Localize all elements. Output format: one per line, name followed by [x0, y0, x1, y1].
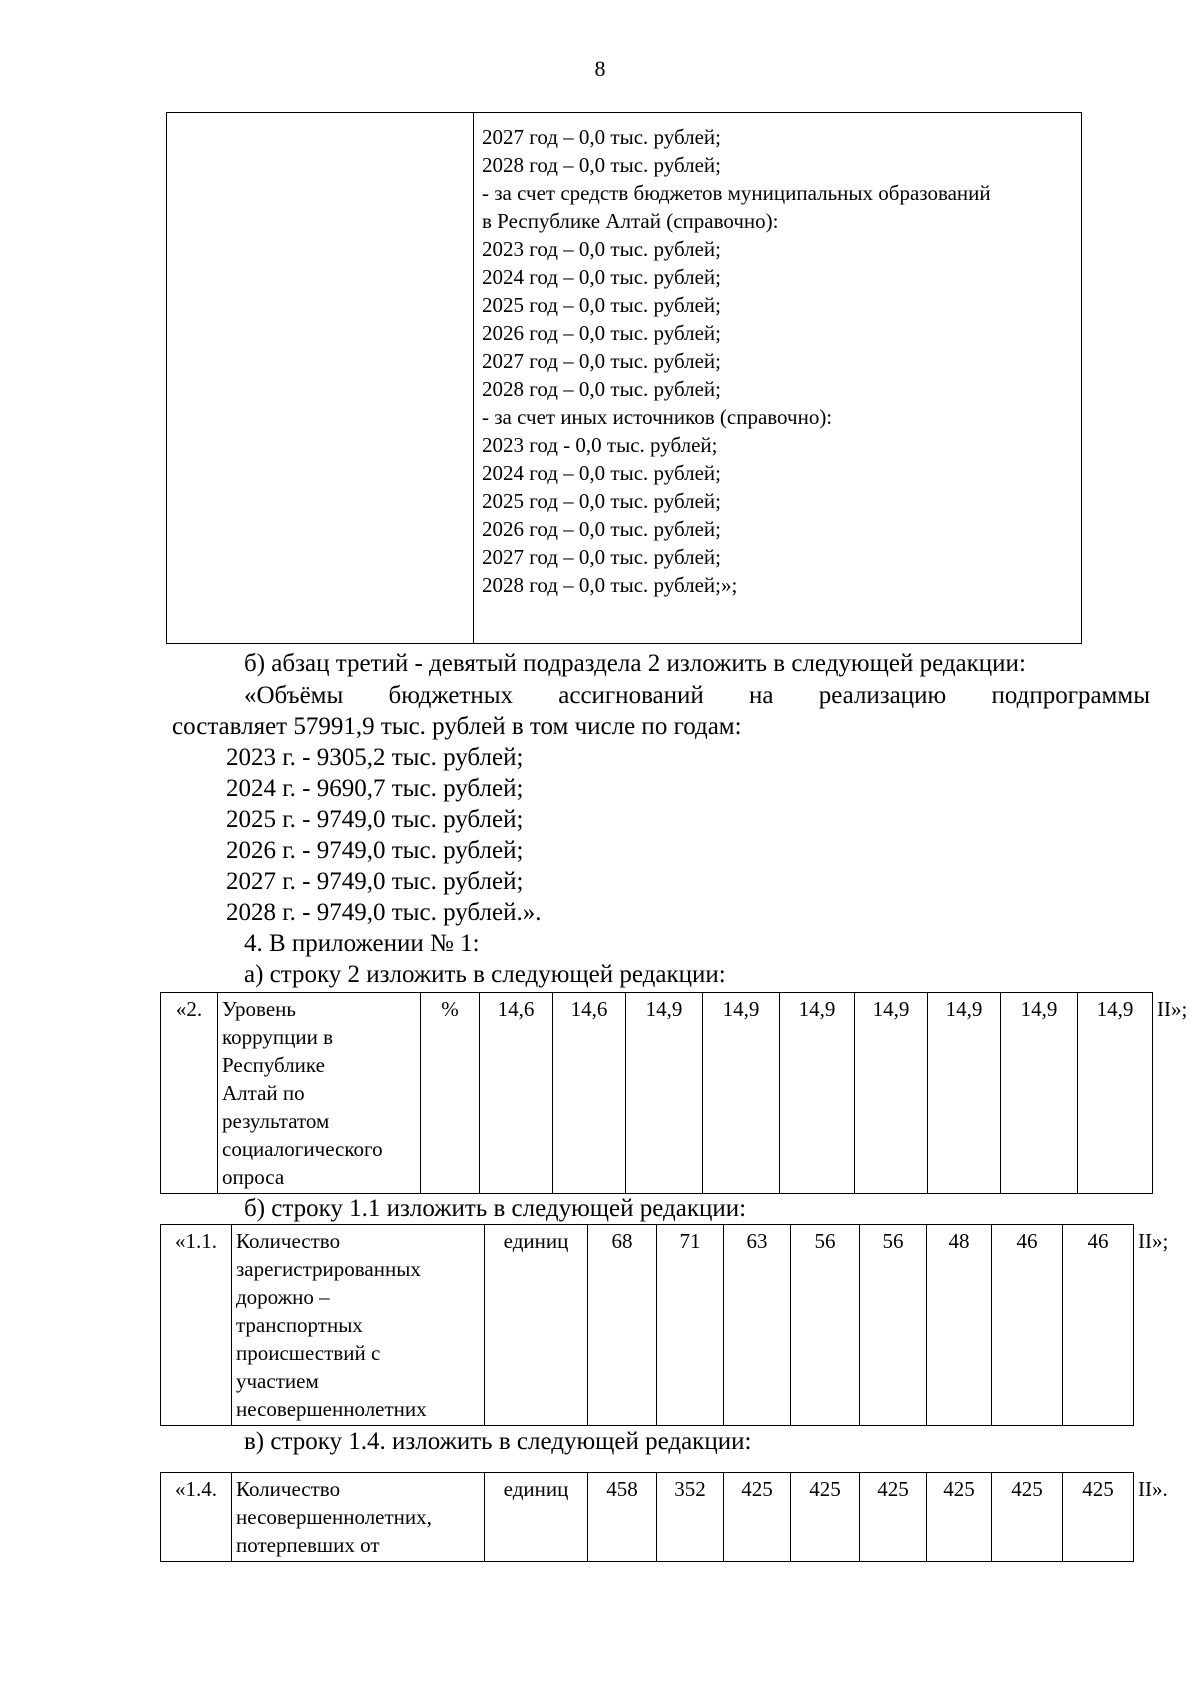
- row11-heading: б) строку 1.1 изложить в следующей редакции:: [244, 1195, 747, 1222]
- funding-line: 2024 год – 0,0 тыс. рублей;: [482, 265, 722, 289]
- para-b-quote-cont: составляет 57991,9 тыс. рублей в том числе по годам:: [172, 713, 742, 740]
- name-line: дорожно –: [236, 1285, 330, 1309]
- name-line: участием: [236, 1369, 319, 1393]
- yearly-line: 2028 г. - 9749,0 тыс. рублей.».: [226, 899, 542, 926]
- row2-heading: а) строку 2 изложить в следующей редакции:: [244, 961, 726, 988]
- name-line: происшествий с: [236, 1341, 381, 1365]
- value-cell: 56: [791, 1225, 860, 1426]
- quote-word: ассигнований: [558, 682, 704, 709]
- unit-cell: единиц: [485, 1225, 588, 1426]
- funding-line: 2027 год – 0,0 тыс. рублей;: [482, 545, 722, 569]
- funding-continuation-table: [166, 112, 1082, 644]
- row-number: «2.: [161, 993, 218, 1194]
- name-line: Республике: [222, 1053, 325, 1077]
- yearly-line: 2027 г. - 9749,0 тыс. рублей;: [226, 868, 524, 895]
- unit-cell: единиц: [485, 1473, 588, 1562]
- name-line: несовершеннолетних,: [236, 1505, 432, 1529]
- unit-cell: %: [421, 993, 480, 1194]
- funding-line: - за счет средств бюджетов муниципальных образований: [482, 181, 991, 205]
- name-line: коррупции в: [222, 1025, 333, 1049]
- section-4-heading: 4. В приложении № 1:: [244, 930, 480, 957]
- page-number: 8: [594, 56, 606, 81]
- table-row: «1.1. Количество зарегистрированных дорожно – транспортных происшествий с участием несовершеннолетних единиц 68 71 63 56 56 48 46 46 II»;: [161, 1225, 1134, 1426]
- value-cell: 14,9: [1001, 993, 1078, 1194]
- value-cell: 458: [588, 1473, 657, 1562]
- funding-line: - за счет иных источников (справочно):: [482, 405, 833, 429]
- indicator-name: [232, 1225, 485, 1426]
- yearly-line: 2025 г. - 9749,0 тыс. рублей;: [226, 806, 524, 833]
- name-line: зарегистрированных: [236, 1257, 421, 1281]
- funding-line: 2026 год – 0,0 тыс. рублей;: [482, 321, 722, 345]
- yearly-line: 2024 г. - 9690,7 тыс. рублей;: [226, 775, 524, 802]
- funding-line: 2027 год – 0,0 тыс. рублей;: [482, 125, 722, 149]
- row14-table: [160, 1472, 1168, 1562]
- value-cell: 48: [927, 1225, 992, 1426]
- value-cell: 68: [588, 1225, 657, 1426]
- funding-line: 2024 год – 0,0 тыс. рублей;: [482, 461, 722, 485]
- funding-line: 2023 год – 0,0 тыс. рублей;: [482, 237, 722, 261]
- name-line: транспортных: [236, 1313, 363, 1337]
- quote-word: на: [749, 682, 774, 709]
- value-cell: 425: [724, 1473, 791, 1562]
- table-row: «2. Уровень коррупции в Республике Алтай по результатом социалогического опроса % 14,6 14,6 14,9 14,9 14,9 14,9 14,9 14,9 14,9 II»;: [161, 993, 1153, 1194]
- table-row: «1.4. Количество несовершеннолетних, потерпевших от единиц 458 352 425 425 425 425 425 425 II».: [161, 1473, 1134, 1562]
- name-line: социалогического: [222, 1137, 383, 1161]
- row11-table: [160, 1224, 1169, 1426]
- name-line: потерпевших от: [236, 1533, 380, 1557]
- para-b-quote-line: [244, 680, 1150, 711]
- funding-label-cell: [167, 113, 474, 644]
- funding-line: в Республике Алтай (справочно):: [482, 209, 779, 233]
- funding-line: 2025 год – 0,0 тыс. рублей;: [482, 489, 722, 513]
- value-cell: 14,6: [553, 993, 626, 1194]
- value-cell: 14,6: [480, 993, 553, 1194]
- value-cell: 14,9: [780, 993, 855, 1194]
- value-cell: 56: [860, 1225, 927, 1426]
- indicator-name: [232, 1473, 485, 1562]
- row-number: «1.1.: [161, 1225, 232, 1426]
- funding-line: 2028 год – 0,0 тыс. рублей;»;: [482, 573, 738, 597]
- value-cell: 14,9: [626, 993, 703, 1194]
- name-line: Алтай по: [222, 1081, 305, 1105]
- name-line: Уровень: [222, 997, 296, 1021]
- name-line: опроса: [222, 1165, 285, 1189]
- yearly-line: 2026 г. - 9749,0 тыс. рублей;: [226, 837, 524, 864]
- quote-word: реализацию: [818, 682, 947, 709]
- name-line: несовершеннолетних: [236, 1397, 427, 1421]
- value-cell: 71: [657, 1225, 724, 1426]
- yearly-line: 2023 г. - 9305,2 тыс. рублей;: [226, 744, 524, 771]
- value-cell: 46: [992, 1225, 1063, 1426]
- funding-line: 2028 год – 0,0 тыс. рублей;: [482, 153, 722, 177]
- value-cell: 14,9: [928, 993, 1001, 1194]
- quote-word: бюджетных: [388, 682, 514, 709]
- value-cell: 425: [927, 1473, 992, 1562]
- funding-line: 2023 год - 0,0 тыс. рублей;: [482, 433, 718, 457]
- name-line: Количество: [236, 1229, 341, 1253]
- funding-line: 2028 год – 0,0 тыс. рублей;: [482, 377, 722, 401]
- value-cell: 352: [657, 1473, 724, 1562]
- value-cell: 14,9: [703, 993, 780, 1194]
- value-cell: 14,9: [855, 993, 928, 1194]
- value-cell: 63: [724, 1225, 791, 1426]
- value-cell: 14,9: [1078, 993, 1153, 1194]
- row-number: «1.4.: [161, 1473, 232, 1562]
- value-cell: 425: [992, 1473, 1063, 1562]
- funding-line: 2026 год – 0,0 тыс. рублей;: [482, 517, 722, 541]
- name-line: Количество: [236, 1477, 341, 1501]
- name-line: результатом: [222, 1109, 330, 1133]
- para-b-heading: б) абзац третий - девятый подраздела 2 изложить в следующей редакции:: [244, 650, 1026, 677]
- row14-heading: в) строку 1.4. изложить в следующей редакции:: [244, 1428, 752, 1455]
- indicator-name: [218, 993, 421, 1194]
- value-cell: 425: [791, 1473, 860, 1562]
- quote-word: подпрограммы: [991, 682, 1150, 709]
- value-cell: 46: [1063, 1225, 1134, 1426]
- quote-word: «Объёмы: [244, 682, 344, 709]
- row2-table: [160, 992, 1188, 1194]
- value-cell: 425: [1063, 1473, 1134, 1562]
- funding-line: 2025 год – 0,0 тыс. рублей;: [482, 293, 722, 317]
- funding-values-cell: [474, 113, 1082, 644]
- value-cell: 425: [860, 1473, 927, 1562]
- funding-line: 2027 год – 0,0 тыс. рублей;: [482, 349, 722, 373]
